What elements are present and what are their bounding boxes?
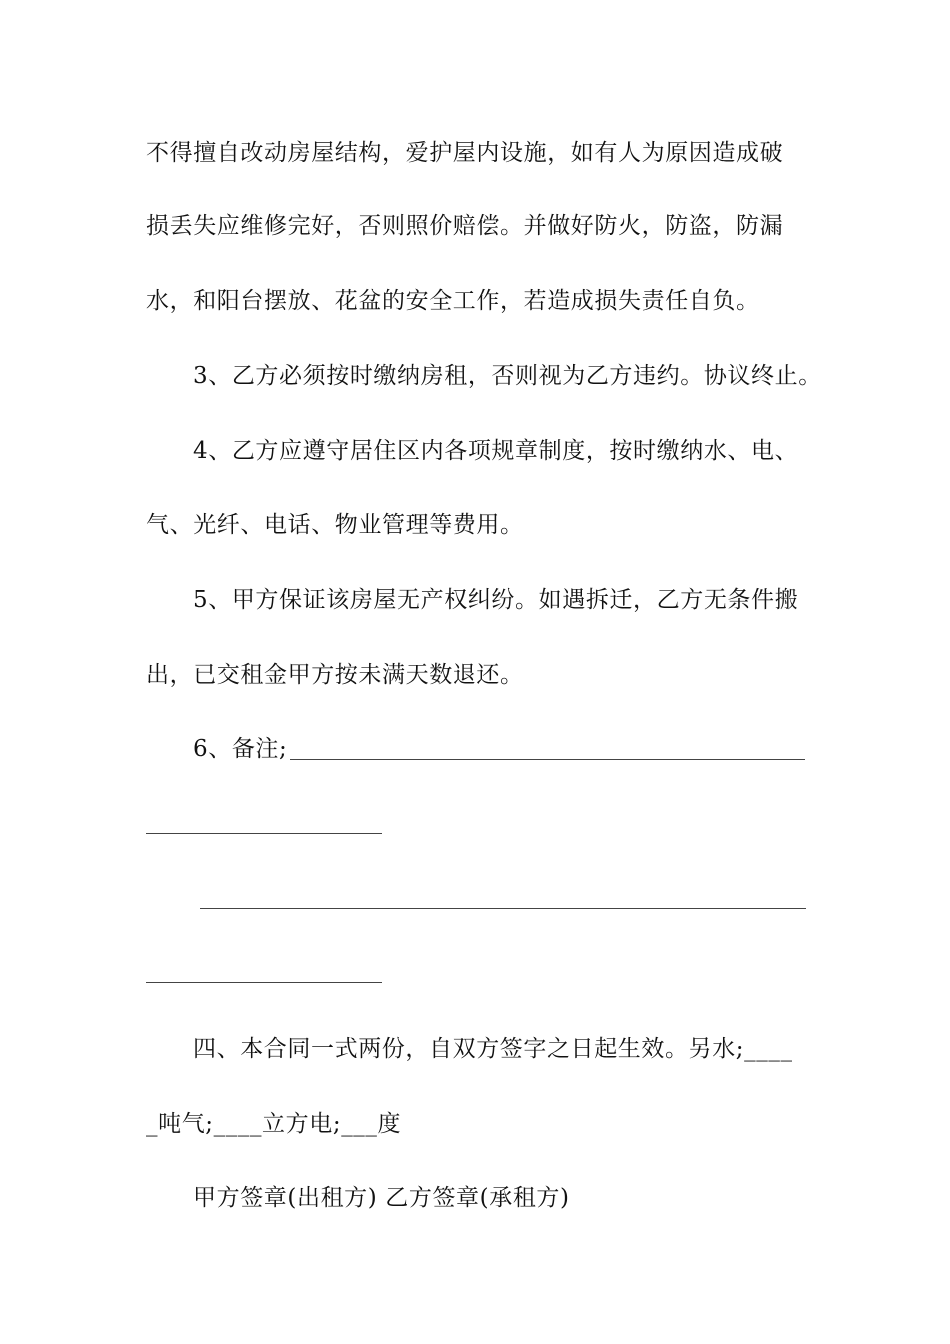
remarks-blank-line-2 [146, 833, 382, 834]
clause-5-line-2: 出，已交租金甲方按未满天数退还。 [146, 662, 524, 688]
body-line-2: 损丢失应维修完好，否则照价赔偿。并做好防火，防盗，防漏 [146, 213, 784, 239]
clause-6-remarks: 6、备注; [193, 736, 288, 762]
clause-4-line-2: 气、光纤、电话、物业管理等费用。 [146, 512, 524, 538]
clause-5-line-1: 5、甲方保证该房屋无产权纠纷。如遇拆迁，乙方无条件搬 [193, 587, 799, 613]
remarks-blank-line-4 [146, 982, 382, 983]
signature-line: 甲方签章(出租方) 乙方签章(承租方) [193, 1185, 570, 1211]
section-4-line-1: 四、本合同一式两份，自双方签字之日起生效。另水;____ [193, 1036, 793, 1062]
body-line-1: 不得擅自改动房屋结构，爱护屋内设施，如有人为原因造成破 [146, 140, 784, 166]
body-line-3: 水，和阳台摆放、花盆的安全工作，若造成损失责任自负。 [146, 288, 760, 314]
remarks-blank-line-1 [290, 759, 805, 760]
remarks-blank-line-3 [200, 908, 806, 909]
section-4-line-2: _吨气;____立方电;___度 [146, 1111, 402, 1137]
clause-4-line-1: 4、乙方应遵守居住区内各项规章制度，按时缴纳水、电、 [193, 438, 799, 464]
clause-3: 3、乙方必须按时缴纳房租，否则视为乙方违约。协议终止。 [193, 363, 822, 389]
